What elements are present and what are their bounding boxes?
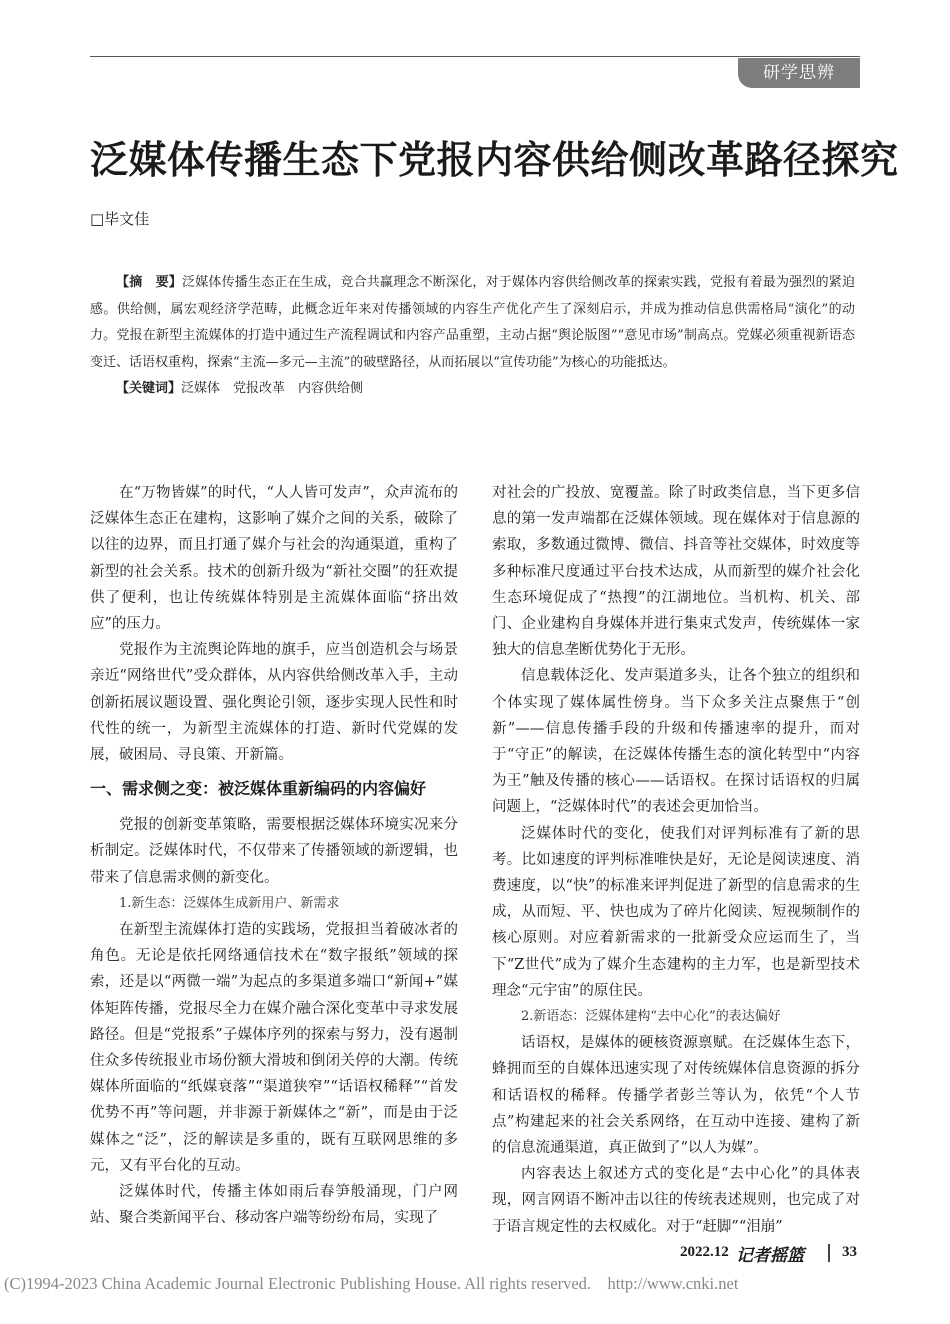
keywords-paragraph <box>90 376 855 403</box>
page-number: 33 <box>842 1244 857 1260</box>
body-column-right <box>492 480 860 1240</box>
body-paragraph: 在新型主流媒体打造的实践场，党报担当着破冰者的角色。无论是依托网络通信技术在“数字报纸”领域的探索，还是以“两微一端”为起点的多渠道多端口“新闻+”媒体矩阵传播，党报尽全力在媒介融合深化变革中寻求发展路径。但是“党报系”子媒体序列的探索与努力，没有遏制住众多传统报业市场份额大滑坡和倒闭关停的大潮。传统媒体所面临的“纸媒衰落”“渠道狭窄”“话语权稀释”“首发优势不再”等问题，并非源于新媒体之“新”，而是由于泛媒体之“泛”，泛的解读是多重的，既有互联网思维的多元，又有平台化的互动。 <box>90 922 458 1174</box>
body-paragraph: 话语权，是媒体的硬核资源禀赋。在泛媒体生态下，蜂拥而至的自媒体迅速实现了对传统媒体信息资源的拆分和话语权的稀释。传播学者彭兰等认为，依凭“个人节点”构建起来的社会关系网络，在互动中连接、建构了新的信息流通渠道，真正做到了“以人为媒”。 <box>492 1035 860 1157</box>
abstract-paragraph <box>90 270 855 376</box>
keywords-label: 【关键词】 <box>116 381 182 396</box>
section-tag: 研学思辨 <box>738 58 860 88</box>
author: □毕文佳 <box>90 210 150 228</box>
abstract-label: 【摘 要】 <box>116 275 182 290</box>
journal-logo: 记者摇篮 <box>736 1246 804 1266</box>
top-rule <box>90 56 860 57</box>
issue-date: 2022.12 <box>680 1244 729 1260</box>
body-paragraph: 在“万物皆媒”的时代，“人人皆可发声”，众声流布的泛媒体生态正在建构，这影响了媒介之间的关系，破除了以往的边界，而且打通了媒介与社会的沟通渠道，重构了新型的社会关系。技术的创新升级为“新社交圈”的狂欢提供了便利，也让传统媒体特别是主流媒体面临“挤出效应”的压力。 <box>90 485 458 633</box>
abstract-block <box>90 270 855 403</box>
body-paragraph: 党报作为主流舆论阵地的旗手，应当创造机会与场景亲近“网络世代”受众群体，从内容供给侧改革入手，主动创新拓展议题设置、强化舆论引领，逐步实现人民性和时代性的统一，为新型主流媒体的打造、新时代党媒的发展，破困局、寻良策、开新篇。 <box>90 642 458 764</box>
article-title: 泛媒体传播生态下党报内容供给侧改革路径探究 <box>90 138 899 182</box>
body-paragraph: 对社会的广投放、宽覆盖。除了时政类信息，当下更多信息的第一发声端都在泛媒体领域。现在媒体对于信息源的索取，多数通过微博、微信、抖音等社交媒体，时效度等多种标准尺度通过平台技术达成，从而新型的媒介社会化生态环境促成了“热搜”的江湖地位。当机构、机关、部门、企业建构自身媒体并进行集束式发声，传统媒体一家独大的信息垄断优势化于无形。 <box>492 485 860 659</box>
body-paragraph: 泛媒体时代，传播主体如雨后春笋般涌现，门户网站、聚合类新闻平台、移动客户端等纷纷布局，实现了 <box>90 1184 458 1227</box>
body-paragraph: 内容表达上叙述方式的变化是“去中心化”的具体表现，网言网语不断冲击以往的传统表述规则，也完成了对于语言规定性的去权威化。对于“赶脚”“泪崩” <box>492 1166 860 1235</box>
abstract-text: 泛媒体传播生态正在生成，竞合共赢理念不断深化，对于媒体内容供给侧改革的探索实践，党报有着最为强烈的紧迫感。供给侧，属宏观经济学范畴，此概念近年来对传播领域的内容生产优化产生了深刻启示，并成为推动信息供需格局“演化”的动力。党报在新型主流媒体的打造中通过生产流程调试和内容产品重塑，主动占据“舆论版图”“意见市场”制高点。党媒必须重视新语态变迁、话语权重构，探索“主流—多元—主流”的破壁路径，从而拓展以“宣传功能”为核心的功能抵达。 <box>90 275 855 370</box>
subsection-heading: 1.新生态：泛媒体生成新用户、新需求 <box>119 895 340 911</box>
body-column-left <box>90 480 458 1231</box>
body-paragraph: 泛媒体时代的变化，使我们对评判标准有了新的思考。比如速度的评判标准唯快是好，无论是阅读速度、消费速度，以“快”的标准来评判促进了新型的信息需求的生成，从而短、平、快也成为了碎片化阅读、短视频制作的核心原则。对应着新需求的一批新受众应运而生了，当下“Z世代”成为了媒介生态建构的主力军，也是新型技术理念“元宇宙”的原住民。 <box>492 825 860 999</box>
body-paragraph: 党报的创新变革策略，需要根据泛媒体环境实况来分析制定。泛媒体时代，不仅带来了传播领域的新逻辑，也带来了信息需求侧的新变化。 <box>90 817 458 886</box>
footer-divider <box>828 1244 830 1262</box>
subsection-heading: 2.新语态：泛媒体建构“去中心化”的表达偏好 <box>521 1009 781 1025</box>
copyright-watermark: (C)1994-2023 China Academic Journal Electronic Publishing House. All rights reserved. http://www.cnki.net <box>4 1274 739 1293</box>
keywords-text: 泛媒体 党报改革 内容供给侧 <box>181 381 364 396</box>
section-heading: 一、需求侧之变：被泛媒体重新编码的内容偏好 <box>90 779 427 799</box>
body-paragraph: 信息载体泛化、发声渠道多头，让各个独立的组织和个体实现了媒体属性傍身。当下众多关注点聚焦于“创新”——信息传播手段的升级和传播速率的提升，而对于“守正”的解读，在泛媒体传播生态的演化转型中“内容为王”触及传播的核心——话语权。在探讨话语权的归属问题上，“泛媒体时代”的表述会更加恰当。 <box>492 668 860 816</box>
